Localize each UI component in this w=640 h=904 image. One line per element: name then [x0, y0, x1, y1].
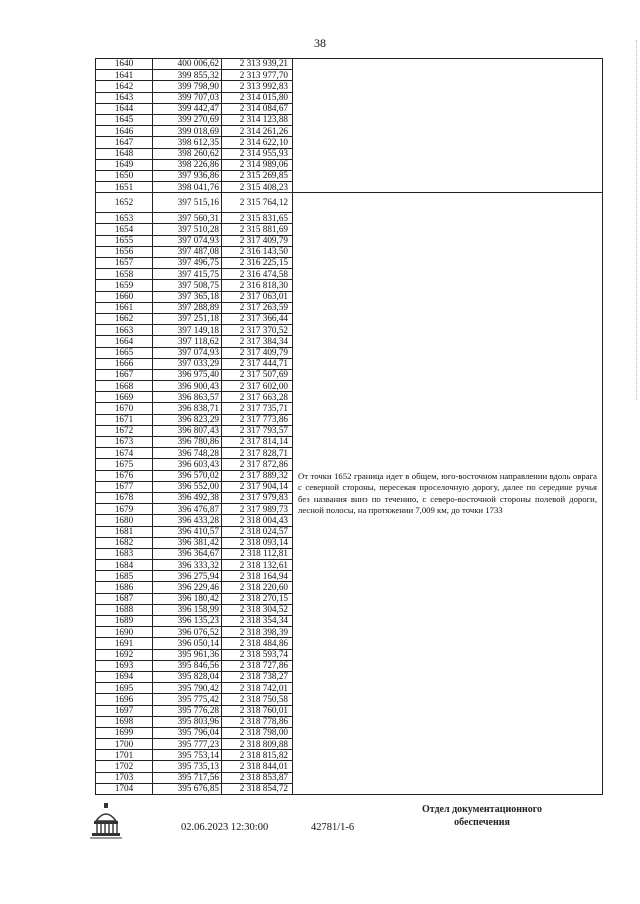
x-coordinate-cell: 398 612,35: [153, 137, 222, 148]
x-coordinate-cell: 396 476,87: [153, 504, 222, 515]
x-coordinate-cell: 397 149,18: [153, 325, 222, 336]
y-coordinate-cell: 2 317 602,00: [222, 381, 293, 392]
y-coordinate-cell: 2 317 773,86: [222, 414, 293, 425]
point-number-cell: 1669: [96, 392, 153, 403]
point-number-cell: 1659: [96, 280, 153, 291]
y-coordinate-cell: 2 318 270,15: [222, 593, 293, 604]
x-coordinate-cell: 396 333,32: [153, 560, 222, 571]
x-coordinate-cell: 396 229,46: [153, 582, 222, 593]
x-coordinate-cell: 396 180,42: [153, 593, 222, 604]
point-number-cell: 1698: [96, 716, 153, 727]
coordinates-table: [95, 58, 603, 795]
x-coordinate-cell: 395 753,14: [153, 750, 222, 761]
y-coordinate-cell: 2 318 093,14: [222, 537, 293, 548]
point-number-cell: 1656: [96, 246, 153, 257]
point-number-cell: 1651: [96, 182, 153, 193]
boundary-description-cell: [293, 193, 603, 795]
y-coordinate-cell: 2 318 760,01: [222, 705, 293, 716]
point-number-cell: 1683: [96, 548, 153, 559]
x-coordinate-cell: 399 707,03: [153, 92, 222, 103]
x-coordinate-cell: 396 364,67: [153, 548, 222, 559]
x-coordinate-cell: 396 863,57: [153, 392, 222, 403]
scan-edge-marks: [632, 40, 637, 400]
page-number: 38: [314, 36, 326, 50]
point-number-cell: 1671: [96, 414, 153, 425]
point-number-cell: 1678: [96, 492, 153, 503]
point-number-cell: 1655: [96, 235, 153, 246]
x-coordinate-cell: 395 846,56: [153, 660, 222, 671]
y-coordinate-cell: 2 318 304,52: [222, 604, 293, 615]
x-coordinate-cell: 397 118,62: [153, 336, 222, 347]
point-number-cell: 1673: [96, 437, 153, 448]
y-coordinate-cell: 2 314 084,67: [222, 103, 293, 114]
point-number-cell: 1677: [96, 481, 153, 492]
registration-date: 02.06.2023 12:30:00: [181, 822, 269, 833]
y-coordinate-cell: 2 317 814,14: [222, 437, 293, 448]
y-coordinate-cell: 2 317 989,73: [222, 504, 293, 515]
y-coordinate-cell: 2 318 593,74: [222, 649, 293, 660]
y-coordinate-cell: 2 317 409,79: [222, 235, 293, 246]
x-coordinate-cell: 395 676,85: [153, 783, 222, 794]
point-number-cell: 1697: [96, 705, 153, 716]
y-coordinate-cell: 2 318 854,72: [222, 783, 293, 794]
x-coordinate-cell: 395 828,04: [153, 671, 222, 682]
point-number-cell: 1699: [96, 727, 153, 738]
y-coordinate-cell: 2 317 735,71: [222, 403, 293, 414]
point-number-cell: 1689: [96, 616, 153, 627]
y-coordinate-cell: 2 318 778,86: [222, 716, 293, 727]
point-number-cell: 1700: [96, 739, 153, 750]
point-number-cell: 1661: [96, 302, 153, 313]
x-coordinate-cell: 395 735,13: [153, 761, 222, 772]
x-coordinate-cell: 399 270,69: [153, 114, 222, 125]
y-coordinate-cell: 2 318 004,43: [222, 515, 293, 526]
y-coordinate-cell: 2 316 225,15: [222, 258, 293, 269]
table-row: [96, 193, 603, 213]
point-number-cell: 1704: [96, 783, 153, 794]
point-number-cell: 1641: [96, 70, 153, 81]
point-number-cell: 1686: [96, 582, 153, 593]
y-coordinate-cell: 2 317 872,86: [222, 459, 293, 470]
table-row: [96, 59, 603, 70]
point-number-cell: 1672: [96, 425, 153, 436]
point-number-cell: 1682: [96, 537, 153, 548]
point-number-cell: 1646: [96, 126, 153, 137]
y-coordinate-cell: 2 318 809,88: [222, 739, 293, 750]
x-coordinate-cell: 397 496,75: [153, 258, 222, 269]
y-coordinate-cell: 2 318 815,82: [222, 750, 293, 761]
point-number-cell: 1657: [96, 258, 153, 269]
y-coordinate-cell: 2 317 366,44: [222, 313, 293, 324]
point-number-cell: 1680: [96, 515, 153, 526]
y-coordinate-cell: 2 313 992,83: [222, 81, 293, 92]
x-coordinate-cell: 396 748,28: [153, 448, 222, 459]
x-coordinate-cell: 396 135,23: [153, 616, 222, 627]
x-coordinate-cell: 396 823,29: [153, 414, 222, 425]
y-coordinate-cell: 2 317 444,71: [222, 358, 293, 369]
point-number-cell: 1665: [96, 347, 153, 358]
point-number-cell: 1663: [96, 325, 153, 336]
point-number-cell: 1692: [96, 649, 153, 660]
y-coordinate-cell: 2 318 398,39: [222, 627, 293, 638]
y-coordinate-cell: 2 316 474,58: [222, 269, 293, 280]
page-footer: [0, 800, 640, 904]
point-number-cell: 1688: [96, 604, 153, 615]
description-cell-empty: [293, 59, 603, 193]
point-number-cell: 1662: [96, 313, 153, 324]
point-number-cell: 1670: [96, 403, 153, 414]
x-coordinate-cell: 395 775,42: [153, 694, 222, 705]
x-coordinate-cell: 397 365,18: [153, 291, 222, 302]
point-number-cell: 1703: [96, 772, 153, 783]
x-coordinate-cell: 397 415,75: [153, 269, 222, 280]
point-number-cell: 1666: [96, 358, 153, 369]
x-coordinate-cell: 398 226,86: [153, 159, 222, 170]
x-coordinate-cell: 397 560,31: [153, 213, 222, 224]
y-coordinate-cell: 2 317 904,14: [222, 481, 293, 492]
y-coordinate-cell: 2 318 738,27: [222, 671, 293, 682]
x-coordinate-cell: 400 006,62: [153, 59, 222, 70]
point-number-cell: 1645: [96, 114, 153, 125]
y-coordinate-cell: 2 318 484,86: [222, 638, 293, 649]
department-stamp: [402, 803, 562, 829]
y-coordinate-cell: 2 318 112,81: [222, 548, 293, 559]
x-coordinate-cell: 396 433,28: [153, 515, 222, 526]
y-coordinate-cell: 2 317 793,57: [222, 425, 293, 436]
point-number-cell: 1676: [96, 470, 153, 481]
y-coordinate-cell: 2 314 015,80: [222, 92, 293, 103]
y-coordinate-cell: 2 318 164,94: [222, 571, 293, 582]
point-number-cell: 1681: [96, 526, 153, 537]
y-coordinate-cell: 2 318 798,00: [222, 727, 293, 738]
y-coordinate-cell: 2 317 979,83: [222, 492, 293, 503]
point-number-cell: 1679: [96, 504, 153, 515]
y-coordinate-cell: 2 314 261,26: [222, 126, 293, 137]
y-coordinate-cell: 2 318 844,01: [222, 761, 293, 772]
x-coordinate-cell: 396 076,52: [153, 627, 222, 638]
boundary-description-text: От точки 1652 граница идет в общем, юго-восточном направлении вдоль оврага с северной стороны, пересекая проселочную дорогу, далее по середине ручья без названия вниз по течению, с северо-восточной стороны полевой дороги, лесной полосы, на протяжении 7,009 км, до точки 1733: [298, 470, 597, 516]
x-coordinate-cell: 396 570,02: [153, 470, 222, 481]
y-coordinate-cell: 2 317 263,59: [222, 302, 293, 313]
y-coordinate-cell: 2 315 269,85: [222, 170, 293, 181]
point-number-cell: 1696: [96, 694, 153, 705]
y-coordinate-cell: 2 318 024,57: [222, 526, 293, 537]
point-number-cell: 1668: [96, 381, 153, 392]
x-coordinate-cell: 399 855,32: [153, 70, 222, 81]
x-coordinate-cell: 396 975,40: [153, 369, 222, 380]
y-coordinate-cell: 2 317 409,79: [222, 347, 293, 358]
x-coordinate-cell: 396 552,00: [153, 481, 222, 492]
stamp-line-1: Отдел документационного: [421, 804, 543, 815]
point-number-cell: 1643: [96, 92, 153, 103]
y-coordinate-cell: 2 318 220,60: [222, 582, 293, 593]
x-coordinate-cell: 396 492,38: [153, 492, 222, 503]
point-number-cell: 1652: [96, 193, 153, 213]
point-number-cell: 1667: [96, 369, 153, 380]
x-coordinate-cell: 395 796,04: [153, 727, 222, 738]
y-coordinate-cell: 2 317 384,34: [222, 336, 293, 347]
y-coordinate-cell: 2 317 063,01: [222, 291, 293, 302]
point-number-cell: 1684: [96, 560, 153, 571]
y-coordinate-cell: 2 317 828,71: [222, 448, 293, 459]
y-coordinate-cell: 2 317 663,28: [222, 392, 293, 403]
y-coordinate-cell: 2 318 354,34: [222, 616, 293, 627]
point-number-cell: 1649: [96, 159, 153, 170]
y-coordinate-cell: 2 313 977,70: [222, 70, 293, 81]
point-number-cell: 1654: [96, 224, 153, 235]
x-coordinate-cell: 395 717,56: [153, 772, 222, 783]
y-coordinate-cell: 2 318 853,87: [222, 772, 293, 783]
x-coordinate-cell: 397 074,93: [153, 347, 222, 358]
y-coordinate-cell: 2 317 370,52: [222, 325, 293, 336]
x-coordinate-cell: 396 900,43: [153, 381, 222, 392]
x-coordinate-cell: 395 790,42: [153, 683, 222, 694]
y-coordinate-cell: 2 318 742,01: [222, 683, 293, 694]
y-coordinate-cell: 2 318 132,61: [222, 560, 293, 571]
point-number-cell: 1694: [96, 671, 153, 682]
x-coordinate-cell: 396 158,99: [153, 604, 222, 615]
y-coordinate-cell: 2 318 727,86: [222, 660, 293, 671]
x-coordinate-cell: 396 050,14: [153, 638, 222, 649]
point-number-cell: 1648: [96, 148, 153, 159]
x-coordinate-cell: 399 018,69: [153, 126, 222, 137]
x-coordinate-cell: 396 838,71: [153, 403, 222, 414]
x-coordinate-cell: 397 074,93: [153, 235, 222, 246]
x-coordinate-cell: 396 807,43: [153, 425, 222, 436]
x-coordinate-cell: 398 260,62: [153, 148, 222, 159]
y-coordinate-cell: 2 315 831,65: [222, 213, 293, 224]
y-coordinate-cell: 2 315 881,69: [222, 224, 293, 235]
point-number-cell: 1642: [96, 81, 153, 92]
x-coordinate-cell: 396 780,86: [153, 437, 222, 448]
y-coordinate-cell: 2 314 989,06: [222, 159, 293, 170]
y-coordinate-cell: 2 316 143,50: [222, 246, 293, 257]
x-coordinate-cell: 399 442,47: [153, 103, 222, 114]
y-coordinate-cell: 2 314 622,10: [222, 137, 293, 148]
y-coordinate-cell: 2 313 939,21: [222, 59, 293, 70]
x-coordinate-cell: 395 776,28: [153, 705, 222, 716]
stamp-line-2: обеспечения: [454, 817, 510, 828]
x-coordinate-cell: 397 487,08: [153, 246, 222, 257]
point-number-cell: 1687: [96, 593, 153, 604]
point-number-cell: 1664: [96, 336, 153, 347]
point-number-cell: 1650: [96, 170, 153, 181]
y-coordinate-cell: 2 315 408,23: [222, 182, 293, 193]
x-coordinate-cell: 397 508,75: [153, 280, 222, 291]
point-number-cell: 1644: [96, 103, 153, 114]
point-number-cell: 1702: [96, 761, 153, 772]
y-coordinate-cell: 2 317 889,32: [222, 470, 293, 481]
point-number-cell: 1675: [96, 459, 153, 470]
point-number-cell: 1640: [96, 59, 153, 70]
y-coordinate-cell: 2 315 764,12: [222, 193, 293, 213]
x-coordinate-cell: 395 777,23: [153, 739, 222, 750]
x-coordinate-cell: 397 936,86: [153, 170, 222, 181]
point-number-cell: 1693: [96, 660, 153, 671]
point-number-cell: 1690: [96, 627, 153, 638]
point-number-cell: 1660: [96, 291, 153, 302]
x-coordinate-cell: 397 515,16: [153, 193, 222, 213]
x-coordinate-cell: 396 275,94: [153, 571, 222, 582]
point-number-cell: 1691: [96, 638, 153, 649]
x-coordinate-cell: 396 381,42: [153, 537, 222, 548]
x-coordinate-cell: 397 251,18: [153, 313, 222, 324]
x-coordinate-cell: 395 803,96: [153, 716, 222, 727]
document-number: 42781/1-6: [311, 822, 355, 833]
point-number-cell: 1695: [96, 683, 153, 694]
y-coordinate-cell: 2 316 818,30: [222, 280, 293, 291]
y-coordinate-cell: 2 318 750,58: [222, 694, 293, 705]
y-coordinate-cell: 2 314 123,88: [222, 114, 293, 125]
y-coordinate-cell: 2 314 955,93: [222, 148, 293, 159]
point-number-cell: 1685: [96, 571, 153, 582]
duma-emblem-icon: [90, 803, 122, 839]
x-coordinate-cell: 399 798,90: [153, 81, 222, 92]
x-coordinate-cell: 396 603,43: [153, 459, 222, 470]
point-number-cell: 1701: [96, 750, 153, 761]
point-number-cell: 1653: [96, 213, 153, 224]
x-coordinate-cell: 397 033,29: [153, 358, 222, 369]
x-coordinate-cell: 398 041,76: [153, 182, 222, 193]
x-coordinate-cell: 396 410,57: [153, 526, 222, 537]
point-number-cell: 1658: [96, 269, 153, 280]
y-coordinate-cell: 2 317 507,69: [222, 369, 293, 380]
point-number-cell: 1674: [96, 448, 153, 459]
x-coordinate-cell: 397 288,89: [153, 302, 222, 313]
x-coordinate-cell: 395 961,36: [153, 649, 222, 660]
point-number-cell: 1647: [96, 137, 153, 148]
x-coordinate-cell: 397 510,28: [153, 224, 222, 235]
